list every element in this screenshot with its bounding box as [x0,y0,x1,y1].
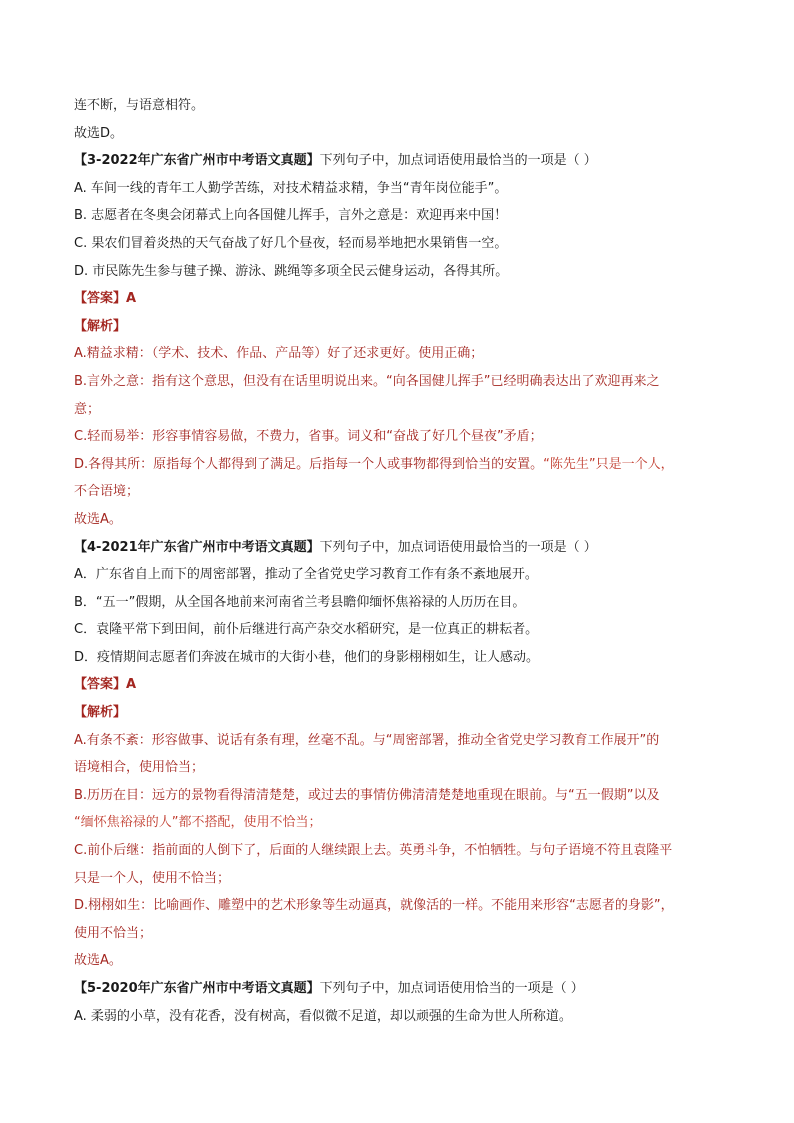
document-body [74,92,734,1030]
analysis-line: A.精益求精：（学术、技术、作品、产品等）好了还求更好。使用正确； [74,346,484,362]
analysis-line: B.言外之意：指有这个意思，但没有在话里明说出来。“向各国健儿挥手”已经明确表达出了欢迎再来之 [74,373,660,389]
question-heading [74,534,734,562]
analysis-line: B.历历在目：远方的景物看得清清楚楚，或过去的事情仿佛清清楚楚地重现在眼前。与“五一假期”以及 [74,787,660,803]
analysis-highlight: “陈先生”只是一个人， [543,456,674,472]
option-c: C. 果农们冒着炎热的天气奋战了好几个昼夜，轻而易举地把水果销售一空。 [74,235,508,251]
question-source: 【4-2021年广东省广州市中考语文真题】 [74,539,320,555]
answer-label: 【答案】A [74,677,137,693]
conclusion-line: 故选A。 [74,511,122,527]
question-source: 【3-2022年广东省广州市中考语文真题】 [74,153,320,169]
option-a: A. 车间一线的青年工人勤学苦练，对技术精益求精，争当“青年岗位能手”。 [74,180,508,196]
question-prompt: 下列句子中，加点词语使用最恰当的一项是（ ） [319,153,597,169]
text-line: 连不断，与语意相符。 [74,98,205,113]
analysis-line: 只是一个人，使用不恰当； [74,870,231,886]
analysis-label: 【解析】 [74,705,127,721]
analysis-line: 意； [74,401,101,417]
option-d: D. 市民陈先生参与毽子操、游泳、跳绳等多项全民云健身运动，各得其所。 [74,263,509,279]
analysis-line: 语境相合，使用恰当； [74,760,205,776]
analysis-line: D.栩栩如生：比喻画作、雕塑中的艺术形象等生动逼真，就像活的一样。不能用来形容“志愿者的身影”， [74,898,674,914]
option-a: A. 柔弱的小草，没有花香，没有树高，看似微不足道，却以顽强的生命为世人所称道。 [74,1008,572,1024]
option-b: B．“五一”假期，从全国各地前来河南省兰考县瞻仰缅怀焦裕禄的人历历在目。 [74,594,526,610]
answer-label: 【答案】A [74,291,137,307]
analysis-line: A.有条不紊：形容做事、说话有条有理，丝毫不乱。与“周密部署，推动全省党史学习教育工作展开”的 [74,732,660,748]
analysis-line: C.轻而易举：形容事情容易做，不费力，省事。词义和“奋战了好几个昼夜”矛盾； [74,429,543,445]
option-d: D．疫情期间志愿者们奔波在城市的大街小巷，他们的身影栩栩如生，让人感动。 [74,649,540,665]
option-a: A．广东省自上而下的周密部署，推动了全省党史学习教育工作有条不紊地展开。 [74,567,538,583]
analysis-line [74,451,734,479]
question-prompt: 下列句子中，加点词语使用恰当的一项是（ ） [319,981,584,996]
question-prompt: 下列句子中，加点词语使用最恰当的一项是（ ） [319,539,597,555]
option-c: C．袁隆平常下到田间，前仆后继进行高产杂交水稻研究，是一位真正的耕耘者。 [74,622,539,638]
analysis-label: 【解析】 [74,318,127,334]
text-line: 故选D。 [74,125,124,141]
conclusion-line: 故选A。 [74,953,122,969]
analysis-text: D.各得其所：原指每个人都得到了满足。后指每一个人或事物都得到恰当的安置。 [74,456,544,472]
question-heading [74,975,734,1003]
analysis-line: “缅怀焦裕禄的人”都不搭配，使用不恰当； [74,815,322,831]
question-heading [74,147,734,175]
analysis-line: C.前仆后继：指前面的人倒下了，后面的人继续跟上去。英勇斗争，不怕牺牲。与句子语境不符且袁隆平 [74,843,673,859]
option-b: B. 志愿者在冬奥会闭幕式上向各国健儿挥手，言外之意是：欢迎再来中国！ [74,208,508,224]
question-source: 【5-2020年广东省广州市中考语文真题】 [74,981,320,996]
analysis-line: 使用不恰当； [74,925,153,941]
analysis-line: 不合语境； [74,484,140,500]
